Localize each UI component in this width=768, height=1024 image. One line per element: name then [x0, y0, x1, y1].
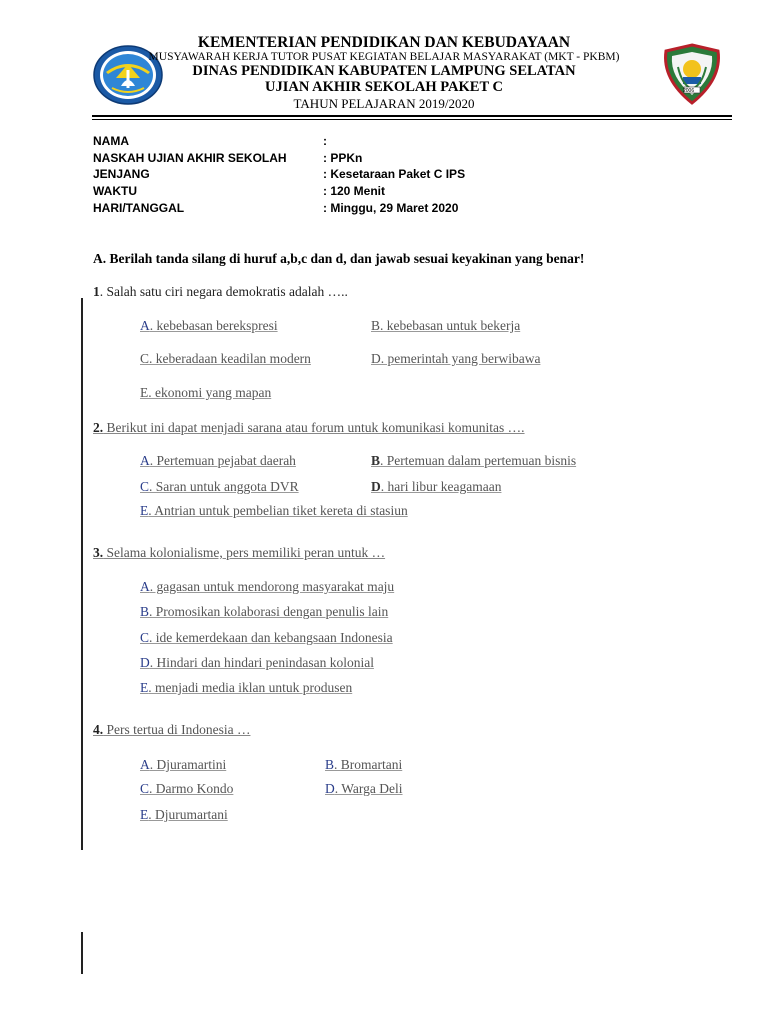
- q4-option-d[interactable]: [325, 781, 403, 797]
- question-text: Pers tertua di Indonesia …: [103, 722, 251, 737]
- q4-option-b[interactable]: [325, 757, 402, 773]
- question-1: [93, 284, 348, 300]
- option-text: . ide kemerdekaan dan kebangsaan Indonesia: [149, 630, 393, 645]
- question-text: Berikut ini dapat menjadi sarana atau forum untuk komunikasi komunitas ….: [103, 420, 525, 435]
- question-2: [93, 420, 525, 436]
- option-letter: A: [140, 318, 150, 333]
- option-letter: A: [140, 579, 150, 594]
- option-letter: D: [371, 479, 381, 494]
- identity-value-waktu: : 120 Menit: [323, 184, 386, 198]
- ministry-title: KEMENTERIAN PENDIDIKAN DAN KEBUDAYAAN: [197, 34, 571, 51]
- question-text: Selama kolonialisme, pers memiliki peran untuk …: [103, 545, 386, 560]
- q3-option-d[interactable]: [140, 655, 374, 671]
- office-title: DINAS PENDIDIKAN KABUPATEN LAMPUNG SELATAN: [192, 63, 576, 79]
- left-margin-bar-lower: [81, 932, 83, 974]
- identity-label-waktu: WAKTU: [93, 184, 137, 198]
- identity-label-tanggal: HARI/TANGGAL: [93, 201, 185, 215]
- question-number: 3.: [93, 545, 104, 560]
- option-text: . Darmo Kondo: [149, 781, 234, 796]
- option-letter: A: [140, 757, 150, 772]
- question-number: 4.: [93, 722, 104, 737]
- option-text: . hari libur keagamaan: [380, 479, 502, 494]
- header-rule-thin: [92, 119, 732, 120]
- option-text: . Antrian untuk pembelian tiket kereta di stasiun: [148, 503, 408, 518]
- option-letter: E: [140, 807, 149, 822]
- option-text: D. pemerintah yang berwibawa: [371, 351, 541, 366]
- option-text: . Bromartani: [334, 757, 403, 772]
- council-subtitle: MUSYAWARAH KERJA TUTOR PUSAT KEGIATAN BELAJAR MASYARAKAT (MKT - PKBM): [148, 51, 620, 63]
- q2-option-c[interactable]: [140, 479, 299, 495]
- left-margin-bar: [81, 298, 83, 850]
- option-letter: C: [140, 781, 150, 796]
- identity-value-jenjang: : Kesetaraan Paket C IPS: [323, 167, 466, 181]
- identity-label-naskah: NASKAH UJIAN AKHIR SEKOLAH: [93, 151, 287, 165]
- option-letter: C: [140, 630, 150, 645]
- option-text: B. kebebasan untuk bekerja: [371, 318, 521, 333]
- option-text: E. ekonomi yang mapan: [140, 385, 272, 400]
- q2-option-d[interactable]: [371, 479, 501, 495]
- q1-option-c[interactable]: [140, 351, 311, 367]
- question-number: 2.: [93, 420, 104, 435]
- option-text: . Pertemuan pejabat daerah: [149, 453, 296, 468]
- question-number: 1: [93, 284, 100, 299]
- option-text: . Pertemuan dalam pertemuan bisnis: [380, 453, 577, 468]
- option-text: . menjadi media iklan untuk produsen: [148, 680, 353, 695]
- option-text: . Hindari dan hindari penindasan kolonial: [149, 655, 374, 670]
- option-letter: B: [325, 757, 335, 772]
- q3-option-a[interactable]: [140, 579, 394, 595]
- option-text: . Saran untuk anggota DVR: [149, 479, 299, 494]
- question-4: [93, 722, 250, 738]
- option-text: . Promosikan kolaborasi dengan penulis lain: [149, 604, 389, 619]
- q1-option-d[interactable]: [371, 351, 540, 367]
- q2-option-e[interactable]: [140, 503, 408, 519]
- option-text: . Djurumartani: [148, 807, 228, 822]
- option-text: . Warga Deli: [334, 781, 403, 796]
- option-text: . gagasan untuk mendorong masyarakat maju: [149, 579, 395, 594]
- academic-year: TAHUN PELAJARAN 2019/2020: [293, 96, 475, 111]
- q4-option-a[interactable]: [140, 757, 226, 773]
- q4-option-c[interactable]: [140, 781, 233, 797]
- q1-option-a[interactable]: [140, 318, 278, 334]
- option-letter: B: [140, 604, 150, 619]
- q2-option-b[interactable]: [371, 453, 576, 469]
- exam-title: UJIAN AKHIR SEKOLAH PAKET C: [265, 79, 503, 95]
- q3-option-b[interactable]: [140, 604, 388, 620]
- identity-value-naskah: : PPKn: [323, 151, 363, 165]
- option-letter: A: [140, 453, 150, 468]
- question-text: . Salah satu ciri negara demokratis adalah …..: [99, 284, 348, 299]
- option-letter: E: [140, 503, 149, 518]
- q3-option-c[interactable]: [140, 630, 393, 646]
- identity-label-jenjang: JENJANG: [93, 167, 150, 181]
- identity-value-nama: :: [323, 134, 327, 148]
- option-text: . Djuramartini: [149, 757, 227, 772]
- q4-option-e[interactable]: [140, 807, 228, 823]
- identity-value-tanggal: : Minggu, 29 Maret 2020: [323, 201, 459, 215]
- option-text: . kebebasan berekspresi: [149, 318, 278, 333]
- q2-option-a[interactable]: [140, 453, 296, 469]
- identity-label-nama: NAMA: [93, 134, 129, 148]
- right-logo-year: 2006: [683, 88, 695, 94]
- section-instruction: A. Berilah tanda silang di huruf a,b,c dan d, dan jawab sesuai keyakinan yang benar!: [93, 251, 585, 266]
- option-letter: D: [140, 655, 150, 670]
- option-letter: B: [371, 453, 381, 468]
- option-letter: E: [140, 680, 149, 695]
- option-letter: C: [140, 479, 150, 494]
- q3-option-e[interactable]: [140, 680, 352, 696]
- header-rule-thick: [92, 115, 732, 117]
- option-letter: D: [325, 781, 335, 796]
- question-3: [93, 545, 385, 561]
- q1-option-b[interactable]: [371, 318, 520, 334]
- option-text: C. keberadaan keadilan modern: [140, 351, 311, 366]
- q1-option-e[interactable]: [140, 385, 271, 401]
